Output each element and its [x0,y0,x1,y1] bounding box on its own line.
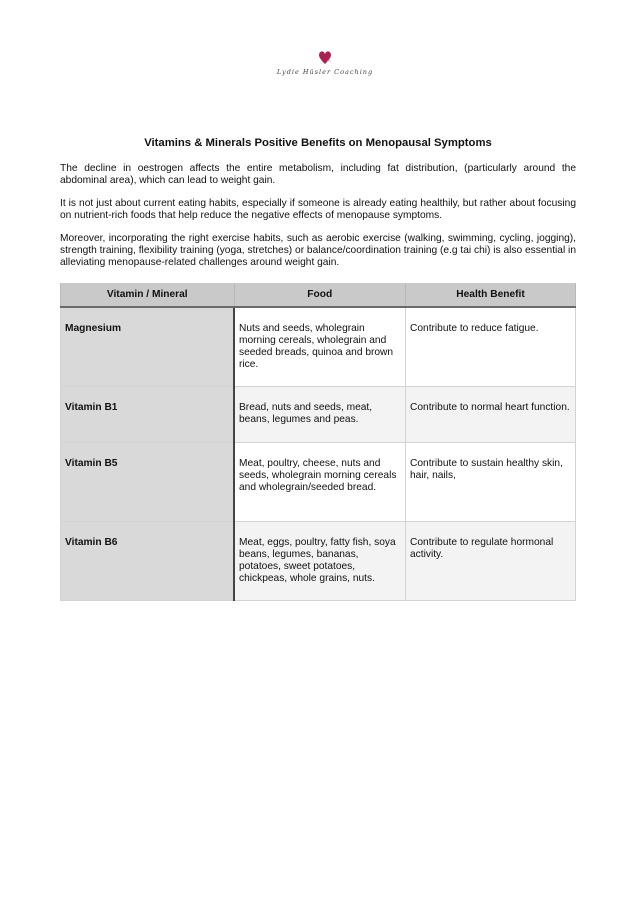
paragraph-intro: The decline in oestrogen affects the entire metabolism, including fat distribution, (particularly around the abdominal area), which can lead to weight gain. [60,163,576,187]
table-row [61,443,576,522]
header-food: Food [234,283,406,307]
table-row [61,387,576,443]
header-vitamin-mineral: Vitamin / Mineral [61,283,235,307]
cell-name: Vitamin B6 [61,522,235,601]
table-header-row [61,283,576,307]
paragraph-exercise: Moreover, incorporating the right exercise habits, such as aerobic exercise (walking, swimming, cycling, jogging), strength training, flexibility training (yoga, stretches) or balance/coordination training (e.g tai chi) is also essential in alleviating menopause-related challenges around weight gain. [60,233,576,269]
cell-food: Meat, poultry, cheese, nuts and seeds, wholegrain morning cereals and wholegrain/seeded bread. [234,443,406,522]
brand-logo [270,50,380,76]
cell-food: Nuts and seeds, wholegrain morning cereals, wholegrain and seeded breads, quinoa and brown rice. [234,307,406,387]
cell-benefit: Contribute to sustain healthy skin, hair, nails, [406,443,576,522]
table-row [61,307,576,387]
header-health-benefit: Health Benefit [406,283,576,307]
cell-benefit: Contribute to regulate hormonal activity. [406,522,576,601]
cell-benefit: Contribute to normal heart function. [406,387,576,443]
cell-food: Meat, eggs, poultry, fatty fish, soya beans, legumes, bananas, potatoes, sweet potatoes, chickpeas, whole grains, nuts. [234,522,406,601]
cell-name: Vitamin B5 [61,443,235,522]
document-title: Vitamins & Minerals Positive Benefits on Menopausal Symptoms [144,137,492,149]
cell-benefit: Contribute to reduce fatigue. [406,307,576,387]
paragraph-nutrition: It is not just about current eating habits, especially if someone is already eating healthily, but rather about focusing on nutrient-rich foods that help reduce the negative effects of menopause symptoms. [60,198,576,222]
cell-food: Bread, nuts and seeds, meat, beans, legumes and peas. [234,387,406,443]
cell-name: Vitamin B1 [61,387,235,443]
heart-icon [318,50,332,66]
logo-text: Lydie Hüsler Coaching [276,68,374,76]
table-row [61,522,576,601]
vitamins-table [60,283,576,601]
cell-name: Magnesium [61,307,235,387]
